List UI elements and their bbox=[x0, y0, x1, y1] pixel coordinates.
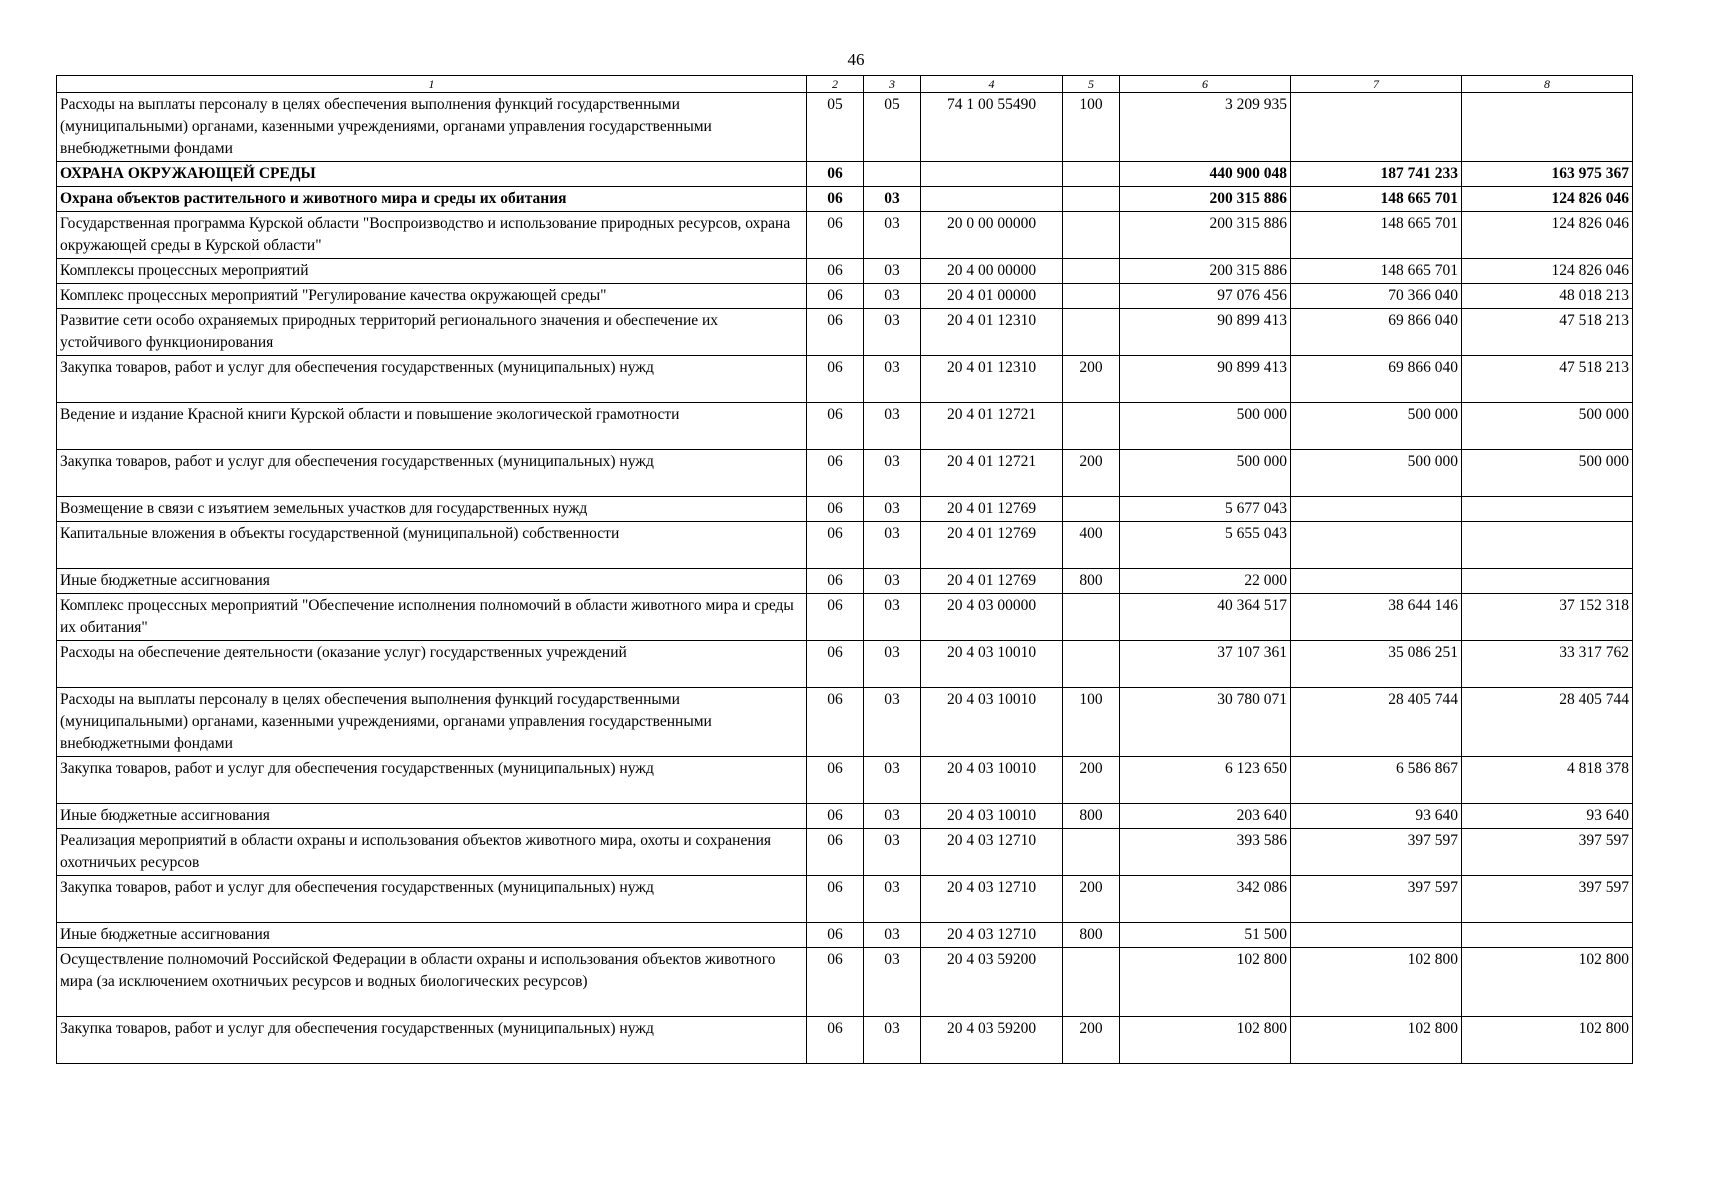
expense-type-cell bbox=[1063, 829, 1120, 876]
amount-col6-cell: 200 315 886 bbox=[1120, 187, 1291, 212]
subsection-code-cell: 03 bbox=[864, 948, 921, 1017]
amount-col7-cell: 6 586 867 bbox=[1291, 757, 1462, 804]
expense-name-cell: Комплекс процессных мероприятий "Обеспечение исполнения полномочий в области животного мира и среды их обитания" bbox=[57, 594, 807, 641]
amount-col8-cell: 47 518 213 bbox=[1462, 309, 1633, 356]
amount-col7-cell: 187 741 233 bbox=[1291, 162, 1462, 187]
amount-col6-cell: 97 076 456 bbox=[1120, 284, 1291, 309]
expense-type-cell bbox=[1063, 212, 1120, 259]
subsection-code-cell: 03 bbox=[864, 259, 921, 284]
expense-name-cell: Развитие сети особо охраняемых природных территорий регионального значения и обеспечение их устойчивого функционирования bbox=[57, 309, 807, 356]
amount-col6-cell: 30 780 071 bbox=[1120, 688, 1291, 757]
section-code-cell: 06 bbox=[807, 356, 864, 403]
amount-col8-cell: 124 826 046 bbox=[1462, 212, 1633, 259]
section-code-cell: 06 bbox=[807, 284, 864, 309]
expense-name-cell: Закупка товаров, работ и услуг для обеспечения государственных (муниципальных) нужд bbox=[57, 356, 807, 403]
amount-col8-cell bbox=[1462, 522, 1633, 569]
expense-name-cell: Расходы на обеспечение деятельности (оказание услуг) государственных учреждений bbox=[57, 641, 807, 688]
table-row bbox=[57, 403, 1633, 450]
subsection-code-cell: 03 bbox=[864, 829, 921, 876]
section-code-cell: 05 bbox=[807, 93, 864, 162]
expense-type-cell: 200 bbox=[1063, 356, 1120, 403]
target-article-cell: 20 4 03 12710 bbox=[921, 923, 1063, 948]
subsection-code-cell: 03 bbox=[864, 187, 921, 212]
expense-name-cell: Иные бюджетные ассигнования bbox=[57, 569, 807, 594]
section-code-cell: 06 bbox=[807, 594, 864, 641]
subsection-code-cell: 03 bbox=[864, 403, 921, 450]
amount-col6-cell: 3 209 935 bbox=[1120, 93, 1291, 162]
amount-col8-cell bbox=[1462, 93, 1633, 162]
target-article-cell: 20 4 03 12710 bbox=[921, 829, 1063, 876]
section-code-cell: 06 bbox=[807, 757, 864, 804]
amount-col6-cell: 393 586 bbox=[1120, 829, 1291, 876]
target-article-cell: 20 4 01 12769 bbox=[921, 497, 1063, 522]
subsection-code-cell: 03 bbox=[864, 284, 921, 309]
expense-type-cell bbox=[1063, 948, 1120, 1017]
amount-col8-cell: 124 826 046 bbox=[1462, 259, 1633, 284]
amount-col7-cell: 69 866 040 bbox=[1291, 356, 1462, 403]
table-row bbox=[57, 284, 1633, 309]
section-code-cell: 06 bbox=[807, 162, 864, 187]
target-article-cell: 20 4 03 00000 bbox=[921, 594, 1063, 641]
expense-name-cell: Иные бюджетные ассигнования bbox=[57, 804, 807, 829]
amount-col7-cell: 148 665 701 bbox=[1291, 187, 1462, 212]
subsection-code-cell: 03 bbox=[864, 1017, 921, 1064]
section-code-cell: 06 bbox=[807, 641, 864, 688]
page-number: 46 bbox=[847, 50, 865, 69]
target-article-cell: 20 4 01 12721 bbox=[921, 450, 1063, 497]
expense-name-cell: Расходы на выплаты персоналу в целях обеспечения выполнения функций государственными (муниципальными) органами, казенными учреждениями, органами управления государственными внебюджетными фондами bbox=[57, 688, 807, 757]
target-article-cell: 20 4 03 10010 bbox=[921, 688, 1063, 757]
target-article-cell: 20 4 03 10010 bbox=[921, 641, 1063, 688]
amount-col7-cell: 500 000 bbox=[1291, 403, 1462, 450]
table-row bbox=[57, 876, 1633, 923]
expense-type-cell bbox=[1063, 284, 1120, 309]
target-article-cell: 20 4 00 00000 bbox=[921, 259, 1063, 284]
expense-name-cell: Закупка товаров, работ и услуг для обеспечения государственных (муниципальных) нужд bbox=[57, 757, 807, 804]
subsection-code-cell: 03 bbox=[864, 876, 921, 923]
target-article-cell: 20 4 03 12710 bbox=[921, 876, 1063, 923]
expense-type-cell bbox=[1063, 641, 1120, 688]
amount-col6-cell: 102 800 bbox=[1120, 1017, 1291, 1064]
target-article-cell: 20 0 00 00000 bbox=[921, 212, 1063, 259]
expense-name-cell: Капитальные вложения в объекты государственной (муниципальной) собственности bbox=[57, 522, 807, 569]
amount-col7-cell: 102 800 bbox=[1291, 1017, 1462, 1064]
table-row bbox=[57, 1017, 1633, 1064]
table-row bbox=[57, 497, 1633, 522]
table-row bbox=[57, 641, 1633, 688]
amount-col7-cell bbox=[1291, 569, 1462, 594]
expense-type-cell: 200 bbox=[1063, 450, 1120, 497]
column-number-header: 2 bbox=[807, 76, 864, 93]
target-article-cell: 20 4 01 00000 bbox=[921, 284, 1063, 309]
expense-type-cell bbox=[1063, 594, 1120, 641]
amount-col8-cell: 500 000 bbox=[1462, 450, 1633, 497]
amount-col7-cell: 38 644 146 bbox=[1291, 594, 1462, 641]
expense-type-cell bbox=[1063, 403, 1120, 450]
expense-name-cell: Возмещение в связи с изъятием земельных участков для государственных нужд bbox=[57, 497, 807, 522]
expense-name-cell: Ведение и издание Красной книги Курской области и повышение экологической грамотности bbox=[57, 403, 807, 450]
subsection-code-cell: 03 bbox=[864, 757, 921, 804]
expense-name-cell: Комплекс процессных мероприятий "Регулирование качества окружающей среды" bbox=[57, 284, 807, 309]
section-code-cell: 06 bbox=[807, 829, 864, 876]
section-code-cell: 06 bbox=[807, 259, 864, 284]
section-code-cell: 06 bbox=[807, 923, 864, 948]
amount-col8-cell: 37 152 318 bbox=[1462, 594, 1633, 641]
subsection-code-cell: 05 bbox=[864, 93, 921, 162]
column-number-header: 8 bbox=[1462, 76, 1633, 93]
expense-name-cell: Государственная программа Курской области "Воспроизводство и использование природных ресурсов, охрана окружающей среды в Курской области" bbox=[57, 212, 807, 259]
section-code-cell: 06 bbox=[807, 876, 864, 923]
amount-col7-cell bbox=[1291, 497, 1462, 522]
amount-col8-cell: 33 317 762 bbox=[1462, 641, 1633, 688]
expense-name-cell: Охрана объектов растительного и животного мира и среды их обитания bbox=[57, 187, 807, 212]
expense-type-cell: 200 bbox=[1063, 1017, 1120, 1064]
expense-type-cell: 100 bbox=[1063, 93, 1120, 162]
expense-name-cell: Комплексы процессных мероприятий bbox=[57, 259, 807, 284]
amount-col7-cell bbox=[1291, 93, 1462, 162]
section-code-cell: 06 bbox=[807, 948, 864, 1017]
column-number-header: 7 bbox=[1291, 76, 1462, 93]
amount-col6-cell: 342 086 bbox=[1120, 876, 1291, 923]
amount-col7-cell: 93 640 bbox=[1291, 804, 1462, 829]
section-code-cell: 06 bbox=[807, 212, 864, 259]
subsection-code-cell: 03 bbox=[864, 309, 921, 356]
amount-col8-cell: 48 018 213 bbox=[1462, 284, 1633, 309]
amount-col7-cell: 35 086 251 bbox=[1291, 641, 1462, 688]
expense-type-cell: 100 bbox=[1063, 688, 1120, 757]
column-number-header: 3 bbox=[864, 76, 921, 93]
target-article-cell: 20 4 01 12769 bbox=[921, 569, 1063, 594]
amount-col6-cell: 200 315 886 bbox=[1120, 212, 1291, 259]
expense-type-cell bbox=[1063, 309, 1120, 356]
amount-col7-cell: 102 800 bbox=[1291, 948, 1462, 1017]
expense-type-cell: 200 bbox=[1063, 876, 1120, 923]
table-row bbox=[57, 522, 1633, 569]
target-article-cell: 20 4 03 59200 bbox=[921, 948, 1063, 1017]
section-code-cell: 06 bbox=[807, 309, 864, 356]
table-body bbox=[57, 93, 1633, 1064]
column-number-header: 5 bbox=[1063, 76, 1120, 93]
amount-col6-cell: 40 364 517 bbox=[1120, 594, 1291, 641]
expense-name-cell: Иные бюджетные ассигнования bbox=[57, 923, 807, 948]
amount-col8-cell: 93 640 bbox=[1462, 804, 1633, 829]
section-code-cell: 06 bbox=[807, 688, 864, 757]
amount-col8-cell: 4 818 378 bbox=[1462, 757, 1633, 804]
expense-type-cell bbox=[1063, 162, 1120, 187]
column-number-header: 1 bbox=[57, 76, 807, 93]
expense-type-cell: 800 bbox=[1063, 569, 1120, 594]
target-article-cell: 20 4 03 59200 bbox=[921, 1017, 1063, 1064]
amount-col8-cell bbox=[1462, 497, 1633, 522]
expense-name-cell: Реализация мероприятий в области охраны и использования объектов животного мира, охоты и сохранения охотничьих ресурсов bbox=[57, 829, 807, 876]
amount-col7-cell bbox=[1291, 923, 1462, 948]
amount-col8-cell: 28 405 744 bbox=[1462, 688, 1633, 757]
amount-col8-cell: 397 597 bbox=[1462, 829, 1633, 876]
expense-type-cell: 400 bbox=[1063, 522, 1120, 569]
amount-col6-cell: 22 000 bbox=[1120, 569, 1291, 594]
section-code-cell: 06 bbox=[807, 804, 864, 829]
table-row bbox=[57, 162, 1633, 187]
subsection-code-cell: 03 bbox=[864, 923, 921, 948]
amount-col8-cell: 47 518 213 bbox=[1462, 356, 1633, 403]
table-row bbox=[57, 569, 1633, 594]
subsection-code-cell: 03 bbox=[864, 497, 921, 522]
amount-col7-cell: 69 866 040 bbox=[1291, 309, 1462, 356]
expense-type-cell: 800 bbox=[1063, 804, 1120, 829]
table-row bbox=[57, 829, 1633, 876]
amount-col7-cell: 70 366 040 bbox=[1291, 284, 1462, 309]
table-row bbox=[57, 259, 1633, 284]
expense-name-cell: Расходы на выплаты персоналу в целях обеспечения выполнения функций государственными (муниципальными) органами, казенными учреждениями, органами управления государственными внебюджетными фондами bbox=[57, 93, 807, 162]
subsection-code-cell: 03 bbox=[864, 641, 921, 688]
amount-col6-cell: 90 899 413 bbox=[1120, 309, 1291, 356]
amount-col8-cell: 163 975 367 bbox=[1462, 162, 1633, 187]
section-code-cell: 06 bbox=[807, 403, 864, 450]
target-article-cell: 74 1 00 55490 bbox=[921, 93, 1063, 162]
amount-col8-cell bbox=[1462, 569, 1633, 594]
amount-col6-cell: 51 500 bbox=[1120, 923, 1291, 948]
table-row bbox=[57, 309, 1633, 356]
target-article-cell: 20 4 01 12310 bbox=[921, 309, 1063, 356]
amount-col7-cell: 397 597 bbox=[1291, 876, 1462, 923]
amount-col7-cell: 397 597 bbox=[1291, 829, 1462, 876]
section-code-cell: 06 bbox=[807, 450, 864, 497]
table-row bbox=[57, 923, 1633, 948]
amount-col6-cell: 200 315 886 bbox=[1120, 259, 1291, 284]
table-row bbox=[57, 594, 1633, 641]
expense-type-cell bbox=[1063, 497, 1120, 522]
expense-type-cell: 200 bbox=[1063, 757, 1120, 804]
subsection-code-cell: 03 bbox=[864, 804, 921, 829]
amount-col8-cell: 102 800 bbox=[1462, 1017, 1633, 1064]
subsection-code-cell: 03 bbox=[864, 450, 921, 497]
amount-col7-cell: 500 000 bbox=[1291, 450, 1462, 497]
amount-col8-cell: 102 800 bbox=[1462, 948, 1633, 1017]
expense-name-cell: ОХРАНА ОКРУЖАЮЩЕЙ СРЕДЫ bbox=[57, 162, 807, 187]
amount-col8-cell: 124 826 046 bbox=[1462, 187, 1633, 212]
amount-col8-cell bbox=[1462, 923, 1633, 948]
expense-name-cell: Закупка товаров, работ и услуг для обеспечения государственных (муниципальных) нужд bbox=[57, 450, 807, 497]
amount-col6-cell: 102 800 bbox=[1120, 948, 1291, 1017]
amount-col6-cell: 440 900 048 bbox=[1120, 162, 1291, 187]
target-article-cell: 20 4 03 10010 bbox=[921, 804, 1063, 829]
amount-col7-cell: 28 405 744 bbox=[1291, 688, 1462, 757]
table-row bbox=[57, 688, 1633, 757]
amount-col6-cell: 500 000 bbox=[1120, 403, 1291, 450]
amount-col8-cell: 500 000 bbox=[1462, 403, 1633, 450]
amount-col6-cell: 203 640 bbox=[1120, 804, 1291, 829]
expense-type-cell: 800 bbox=[1063, 923, 1120, 948]
section-code-cell: 06 bbox=[807, 522, 864, 569]
expense-type-cell bbox=[1063, 187, 1120, 212]
subsection-code-cell bbox=[864, 162, 921, 187]
amount-col7-cell: 148 665 701 bbox=[1291, 259, 1462, 284]
subsection-code-cell: 03 bbox=[864, 522, 921, 569]
expense-type-cell bbox=[1063, 259, 1120, 284]
section-code-cell: 06 bbox=[807, 497, 864, 522]
amount-col6-cell: 90 899 413 bbox=[1120, 356, 1291, 403]
subsection-code-cell: 03 bbox=[864, 212, 921, 259]
amount-col7-cell bbox=[1291, 522, 1462, 569]
column-number-row bbox=[57, 76, 1633, 93]
section-code-cell: 06 bbox=[807, 1017, 864, 1064]
amount-col6-cell: 5 655 043 bbox=[1120, 522, 1291, 569]
amount-col6-cell: 6 123 650 bbox=[1120, 757, 1291, 804]
table-row bbox=[57, 948, 1633, 1017]
subsection-code-cell: 03 bbox=[864, 594, 921, 641]
subsection-code-cell: 03 bbox=[864, 569, 921, 594]
table-row bbox=[57, 187, 1633, 212]
table-row bbox=[57, 804, 1633, 829]
expense-name-cell: Закупка товаров, работ и услуг для обеспечения государственных (муниципальных) нужд bbox=[57, 1017, 807, 1064]
amount-col6-cell: 5 677 043 bbox=[1120, 497, 1291, 522]
target-article-cell: 20 4 03 10010 bbox=[921, 757, 1063, 804]
amount-col6-cell: 37 107 361 bbox=[1120, 641, 1291, 688]
target-article-cell bbox=[921, 187, 1063, 212]
target-article-cell bbox=[921, 162, 1063, 187]
target-article-cell: 20 4 01 12310 bbox=[921, 356, 1063, 403]
target-article-cell: 20 4 01 12721 bbox=[921, 403, 1063, 450]
expense-name-cell: Осуществление полномочий Российской Федерации в области охраны и использования объектов животного мира (за исключением охотничьих ресурсов и водных биологических ресурсов) bbox=[57, 948, 807, 1017]
amount-col7-cell: 148 665 701 bbox=[1291, 212, 1462, 259]
section-code-cell: 06 bbox=[807, 187, 864, 212]
column-number-header: 6 bbox=[1120, 76, 1291, 93]
table-row bbox=[57, 757, 1633, 804]
section-code-cell: 06 bbox=[807, 569, 864, 594]
table-row bbox=[57, 450, 1633, 497]
subsection-code-cell: 03 bbox=[864, 356, 921, 403]
table-row bbox=[57, 93, 1633, 162]
table-row bbox=[57, 356, 1633, 403]
column-number-header: 4 bbox=[921, 76, 1063, 93]
amount-col6-cell: 500 000 bbox=[1120, 450, 1291, 497]
amount-col8-cell: 397 597 bbox=[1462, 876, 1633, 923]
budget-table bbox=[56, 75, 1633, 1064]
table-row bbox=[57, 212, 1633, 259]
subsection-code-cell: 03 bbox=[864, 688, 921, 757]
target-article-cell: 20 4 01 12769 bbox=[921, 522, 1063, 569]
expense-name-cell: Закупка товаров, работ и услуг для обеспечения государственных (муниципальных) нужд bbox=[57, 876, 807, 923]
